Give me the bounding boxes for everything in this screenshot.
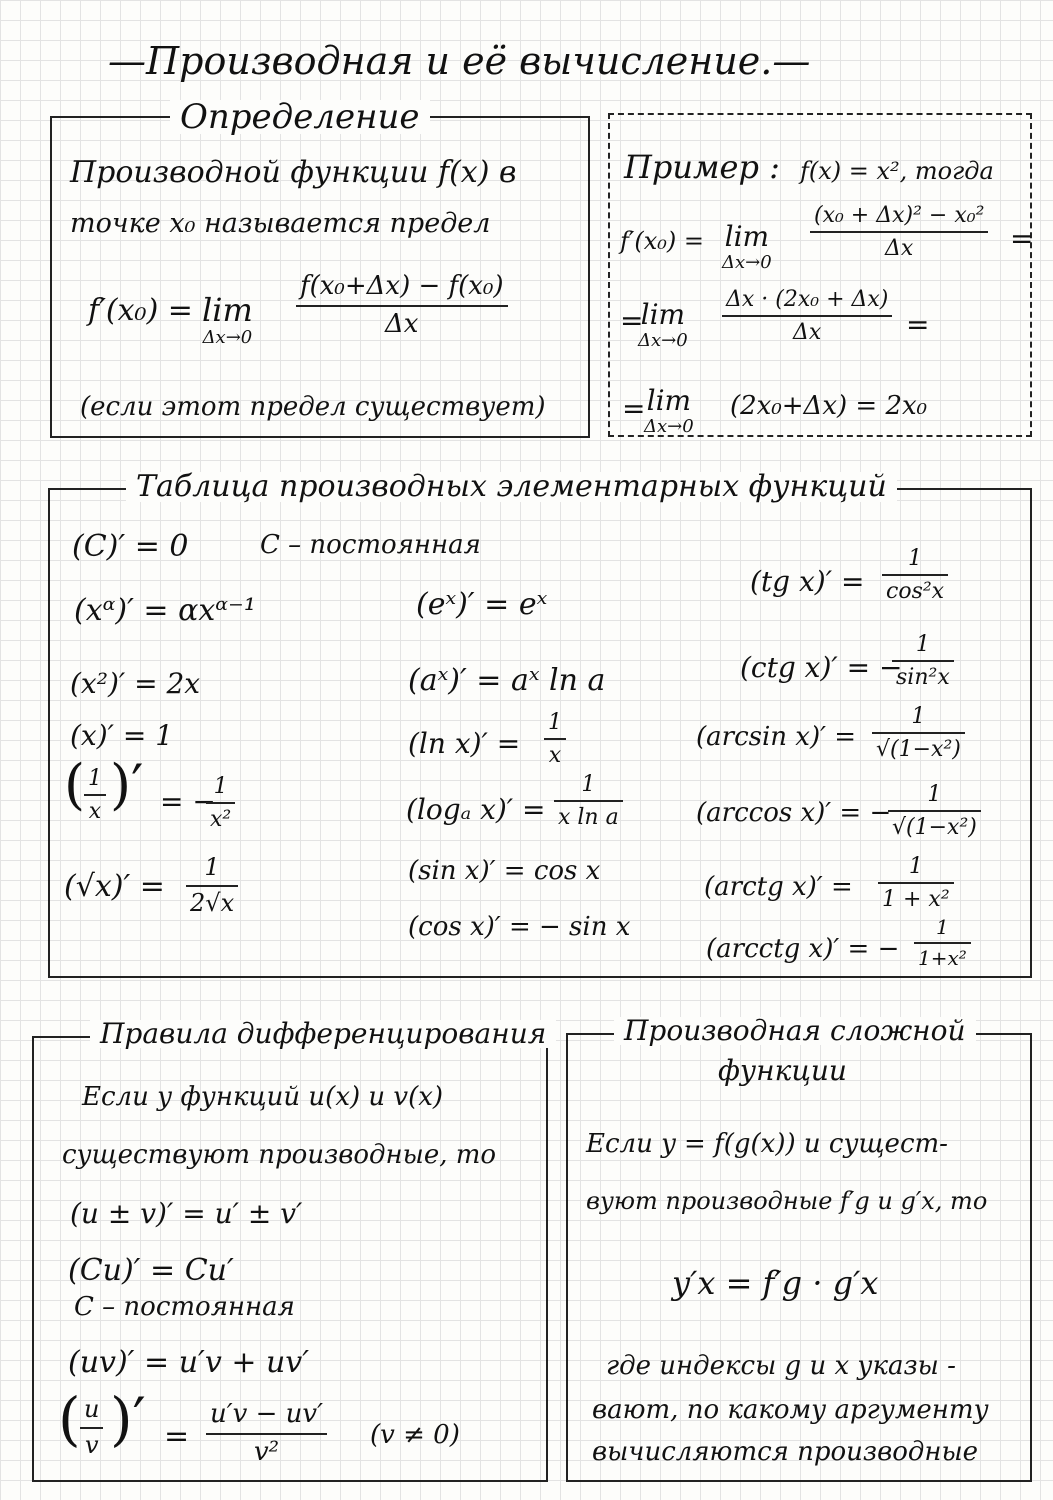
fraction-denominator: x ln a bbox=[558, 805, 619, 831]
formula-arccos-lhs: (arccos x)′ = − bbox=[696, 798, 892, 828]
page-title: —Производная и её вычисление.— bbox=[108, 39, 811, 83]
rule-sum: (u ± v)′ = u′ ± v′ bbox=[70, 1197, 303, 1230]
arccos-fraction bbox=[888, 782, 981, 841]
formula-square: (x²)′ = 2x bbox=[70, 667, 201, 700]
limit-word: lim bbox=[640, 298, 686, 331]
chain-formula: y′x = f′g · g′x bbox=[672, 1264, 879, 1302]
example-line1-lhs: f′(x₀) = bbox=[620, 227, 704, 255]
fraction-denominator: x bbox=[548, 743, 562, 769]
definition-lhs: f′(x₀) = bbox=[88, 293, 193, 328]
fraction-numerator: 1 bbox=[204, 853, 220, 881]
quotient-equals: = bbox=[164, 1419, 190, 1454]
fraction-numerator: u′v − uv′ bbox=[210, 1399, 323, 1429]
fraction-numerator: u bbox=[84, 1395, 100, 1423]
formula-exp: (eˣ)′ = eˣ bbox=[416, 587, 548, 622]
rules-title: Правила дифференцирования bbox=[90, 1020, 556, 1048]
fraction-denominator: 1 + x² bbox=[882, 887, 950, 913]
quotient-lhs-fraction bbox=[80, 1396, 103, 1459]
fraction-numerator: 1 bbox=[88, 766, 102, 791]
fraction-numerator: 1 bbox=[908, 854, 923, 879]
arcsin-fraction bbox=[872, 704, 965, 763]
fraction-bar bbox=[206, 802, 235, 804]
fraction-bar bbox=[882, 574, 948, 576]
fraction-denominator: Δx bbox=[793, 320, 822, 346]
definition-line-1: Производной функции f(x) в bbox=[70, 155, 517, 190]
limit-subscript: Δx→0 bbox=[722, 252, 772, 273]
fraction-numerator: 1 bbox=[908, 546, 923, 571]
definition-title: Определение bbox=[170, 100, 430, 134]
limit-word: lim bbox=[202, 291, 253, 329]
limit-subscript: Δx→0 bbox=[638, 330, 688, 351]
fraction-bar bbox=[80, 1427, 103, 1429]
limit-word: lim bbox=[724, 220, 770, 253]
example-line3-lhs: = bbox=[622, 392, 646, 425]
fraction-bar bbox=[878, 882, 954, 884]
fraction-denominator: sin²x bbox=[896, 665, 950, 691]
example-label: Пример : bbox=[624, 148, 780, 186]
quotient-condition: (v ≠ 0) bbox=[370, 1420, 460, 1450]
fraction-bar bbox=[84, 794, 106, 796]
fraction-numerator: 1 bbox=[581, 772, 596, 797]
fraction-bar bbox=[914, 942, 971, 944]
rule-constant-note: C – постоянная bbox=[74, 1292, 295, 1322]
formula-tg-lhs: (tg x)′ = bbox=[750, 565, 865, 598]
fraction-denominator: 2√x bbox=[190, 888, 235, 917]
formula-arcctg-lhs: (arcctg x)′ = − bbox=[706, 934, 900, 964]
formula-cos: (cos x)′ = − sin x bbox=[408, 912, 631, 942]
fraction-denominator: √(1−x²) bbox=[876, 737, 961, 763]
formula-a-exp: (aˣ)′ = aˣ ln a bbox=[408, 663, 606, 698]
fraction-bar bbox=[810, 231, 988, 233]
example-line3-rest: (2x₀+Δx) = 2x₀ bbox=[730, 391, 928, 421]
rules-box bbox=[32, 1017, 548, 1482]
chain-rule-title-2: функции bbox=[718, 1054, 847, 1087]
derivatives-table-box bbox=[48, 469, 1032, 978]
example-limit-3 bbox=[644, 384, 694, 437]
recip-lhs-fraction bbox=[84, 766, 106, 825]
ln-fraction bbox=[544, 710, 566, 769]
example-line2-lhs: = bbox=[620, 304, 644, 337]
paren-right-prime: )′ bbox=[110, 1385, 146, 1453]
paren-right-prime: )′ bbox=[110, 753, 144, 816]
fraction-bar bbox=[554, 800, 623, 802]
fraction-bar bbox=[544, 738, 566, 740]
fraction-numerator: Δx · (2x₀ + Δx) bbox=[726, 287, 889, 312]
rules-line-2: существуют производные, то bbox=[62, 1140, 497, 1170]
fraction-numerator: 1 bbox=[927, 782, 942, 807]
example-fraction-2 bbox=[722, 287, 892, 346]
chain-line-2: вуют производные f′g и g′x, то bbox=[586, 1187, 988, 1215]
formula-arcsin-lhs: (arcsin x)′ = bbox=[696, 722, 857, 752]
rule-product: (uv)′ = u′v + uv′ bbox=[68, 1345, 310, 1380]
fraction-denominator: Δx bbox=[885, 236, 914, 262]
example-line2-end: = bbox=[906, 308, 930, 341]
sqrt-fraction bbox=[186, 854, 238, 917]
fraction-bar bbox=[186, 885, 238, 887]
arcctg-fraction bbox=[914, 916, 971, 970]
definition-box bbox=[50, 97, 590, 438]
fraction-denominator: 1+x² bbox=[918, 946, 967, 970]
formula-power: (xᵅ)′ = αxᵅ⁻¹ bbox=[74, 593, 256, 628]
formula-identity: (x)′ = 1 bbox=[70, 719, 174, 752]
limit-subscript: Δx→0 bbox=[644, 416, 694, 437]
definition-fraction bbox=[296, 272, 508, 340]
recip-equals: = − bbox=[160, 785, 216, 818]
chain-note-2: вают, по какому аргументу bbox=[592, 1395, 989, 1425]
fraction-numerator: (x₀ + Δx)² − x₀² bbox=[814, 203, 985, 228]
constant-note: C – постоянная bbox=[260, 530, 481, 560]
fraction-bar bbox=[888, 810, 981, 812]
example-limit-1 bbox=[722, 220, 772, 273]
fraction-numerator: 1 bbox=[213, 774, 228, 799]
fraction-bar bbox=[722, 315, 892, 317]
fraction-denominator: Δx bbox=[385, 308, 419, 339]
paren-left: ( bbox=[64, 753, 86, 816]
formula-constant: (C)′ = 0 bbox=[72, 529, 189, 564]
ctg-fraction bbox=[892, 632, 954, 691]
fraction-denominator: v² bbox=[253, 1436, 280, 1467]
chain-rule-box bbox=[566, 1014, 1032, 1482]
fraction-bar bbox=[872, 732, 965, 734]
fraction-numerator: 1 bbox=[915, 632, 930, 657]
fraction-denominator: cos²x bbox=[886, 579, 945, 605]
fraction-bar bbox=[296, 305, 508, 307]
fraction-bar bbox=[892, 660, 954, 662]
chain-line-1: Если y = f(g(x)) и сущест- bbox=[586, 1129, 948, 1159]
derivatives-table-title: Таблица производных элементарных функций bbox=[126, 472, 897, 502]
chain-note-3: вычисляются производные bbox=[592, 1437, 979, 1467]
fraction-numerator: 1 bbox=[936, 915, 949, 939]
limit-word: lim bbox=[646, 384, 692, 417]
definition-note: (если этот предел существует) bbox=[80, 392, 546, 422]
log-fraction bbox=[554, 772, 623, 831]
fraction-denominator: √(1−x²) bbox=[892, 815, 977, 841]
example-statement: f(x) = x², тогда bbox=[800, 157, 994, 185]
fraction-bar bbox=[206, 1433, 327, 1435]
rule-constant: (Cu)′ = Cu′ bbox=[68, 1253, 234, 1288]
rules-line-1: Если у функций u(x) и v(x) bbox=[82, 1082, 444, 1112]
chain-note-1: где индексы g и x указы - bbox=[606, 1351, 956, 1381]
fraction-numerator: 1 bbox=[911, 704, 926, 729]
fraction-denominator: x² bbox=[210, 807, 232, 833]
quotient-fraction bbox=[206, 1400, 327, 1468]
fraction-denominator: x bbox=[88, 799, 102, 825]
paren-left: ( bbox=[58, 1385, 81, 1453]
formula-log-lhs: (logₐ x)′ = bbox=[406, 793, 546, 826]
formula-ln-lhs: (ln x)′ = bbox=[408, 727, 521, 760]
fraction-numerator: 1 bbox=[548, 710, 562, 735]
fraction-numerator: f(x₀+Δx) − f(x₀) bbox=[300, 271, 504, 301]
formula-arctg-lhs: (arctg x)′ = bbox=[704, 872, 853, 902]
recip-rhs-fraction bbox=[206, 774, 235, 833]
example-box bbox=[608, 113, 1032, 437]
limit-subscript: Δx→0 bbox=[202, 327, 253, 348]
example-fraction-1 bbox=[810, 203, 988, 262]
example-line1-end: = bbox=[1010, 222, 1034, 255]
definition-limit bbox=[202, 291, 253, 348]
formula-sin: (sin x)′ = cos x bbox=[408, 856, 601, 886]
chain-rule-title-1: Производная сложной bbox=[614, 1017, 976, 1045]
arctg-fraction bbox=[878, 854, 954, 913]
formula-sqrt-lhs: (√x)′ = bbox=[64, 869, 165, 904]
formula-ctg-lhs: (ctg x)′ = − bbox=[740, 651, 903, 684]
definition-line-2: точке x₀ называется предел bbox=[70, 208, 491, 239]
fraction-denominator: v bbox=[84, 1430, 99, 1459]
tg-fraction bbox=[882, 546, 948, 605]
example-limit-2 bbox=[638, 298, 688, 351]
